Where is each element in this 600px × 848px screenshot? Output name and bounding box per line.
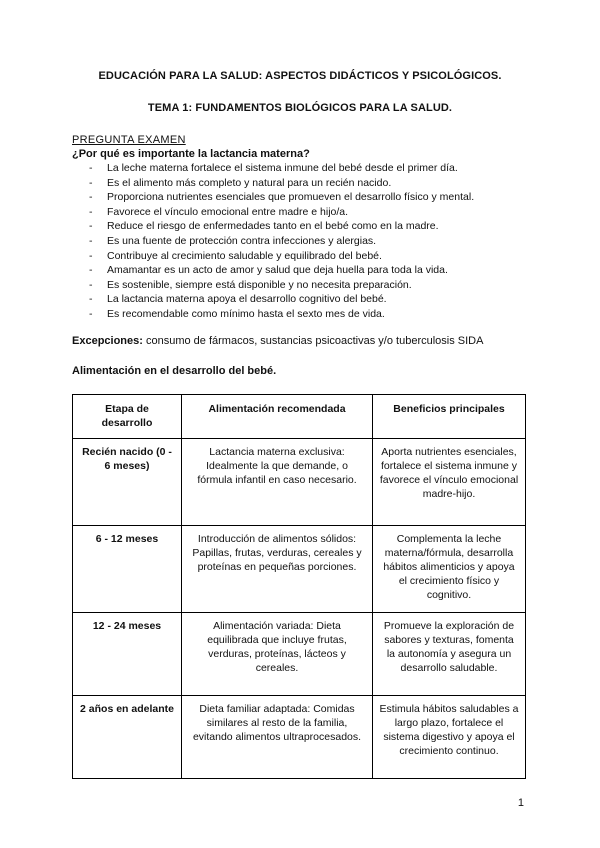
section-label: PREGUNTA EXAMEN: [72, 134, 186, 146]
exceptions-paragraph: [72, 335, 483, 347]
list-item: - La leche materna fortalece el sistema inmune del bebé desde el primer día.: [72, 161, 532, 176]
column-header-food: Alimentación recomendada: [182, 395, 373, 439]
stage-cell: 6 - 12 meses: [73, 526, 182, 613]
stage-cell: 2 años en adelante: [73, 696, 182, 779]
exceptions-label: Excepciones:: [72, 335, 143, 347]
list-item: - Amamantar es un acto de amor y salud que deja huella para toda la vida.: [72, 263, 532, 278]
list-item: - Es una fuente de protección contra infecciones y alergias.: [72, 234, 532, 249]
exam-question-section: [72, 133, 532, 322]
table-row: [73, 526, 526, 613]
exceptions-text: consumo de fármacos, sustancias psicoactivas y/o tuberculosis SIDA: [142, 335, 484, 347]
benefits-cell: Complementa la leche materna/fórmula, desarrolla hábitos alimenticios y apoya el crecimiento físico y cognitivo.: [373, 526, 526, 613]
column-header-stage: Etapa de desarrollo: [73, 395, 182, 439]
nutrition-table: [72, 394, 526, 779]
page-number: 1: [517, 797, 524, 809]
benefits-cell: Aporta nutrientes esenciales, fortalece el sistema inmune y favorece el vínculo emocional madre-hijo.: [373, 439, 526, 526]
list-item: - Es el alimento más completo y natural para un recién nacido.: [72, 176, 532, 191]
exam-question: ¿Por qué es importante la lactancia materna?: [72, 148, 310, 160]
table-title: Alimentación en el desarrollo del bebé.: [72, 365, 277, 377]
food-cell: Introducción de alimentos sólidos: Papillas, frutas, verduras, cereales y proteínas en pequeñas porciones.: [182, 526, 373, 613]
list-item: - Es sostenible, siempre está disponible y no necesita preparación.: [72, 278, 532, 293]
food-cell: Lactancia materna exclusiva: Idealmente la que demande, o fórmula infantil en caso necesario.: [182, 439, 373, 526]
table-row: [73, 696, 526, 779]
list-item: - Reduce el riesgo de enfermedades tanto en el bebé como en la madre.: [72, 219, 532, 234]
stage-cell: Recién nacido (0 - 6 meses): [73, 439, 182, 526]
topic-title: TEMA 1: FUNDAMENTOS BIOLÓGICOS PARA LA SALUD.: [147, 102, 453, 114]
list-item: - Favorece el vínculo emocional entre madre e hijo/a.: [72, 205, 532, 220]
benefits-cell: Promueve la exploración de sabores y texturas, fomenta la autonomía y asegura un desarrollo saludable.: [373, 613, 526, 696]
table-row: [73, 439, 526, 526]
bullet-list: [72, 161, 532, 322]
list-item: - Contribuye al crecimiento saludable y equilibrado del bebé.: [72, 249, 532, 264]
benefits-cell: Estimula hábitos saludables a largo plazo, fortalece el sistema digestivo y apoya el crecimiento continuo.: [373, 696, 526, 779]
list-item: - La lactancia materna apoya el desarrollo cognitivo del bebé.: [72, 292, 532, 307]
food-cell: Dieta familiar adaptada: Comidas similares al resto de la familia, evitando alimentos ultraprocesados.: [182, 696, 373, 779]
table-header-row: [73, 395, 526, 439]
stage-cell: 12 - 24 meses: [73, 613, 182, 696]
table-row: [73, 613, 526, 696]
list-item: - Es recomendable como mínimo hasta el sexto mes de vida.: [72, 307, 532, 322]
column-header-benefits: Beneficios principales: [373, 395, 526, 439]
list-item: - Proporciona nutrientes esenciales que promueven el desarrollo físico y mental.: [72, 190, 532, 205]
food-cell: Alimentación variada: Dieta equilibrada que incluye frutas, verduras, proteínas, lácteos y cereales.: [182, 613, 373, 696]
document-title: EDUCACIÓN PARA LA SALUD: ASPECTOS DIDÁCTICOS Y PSICOLÓGICOS.: [98, 70, 502, 82]
